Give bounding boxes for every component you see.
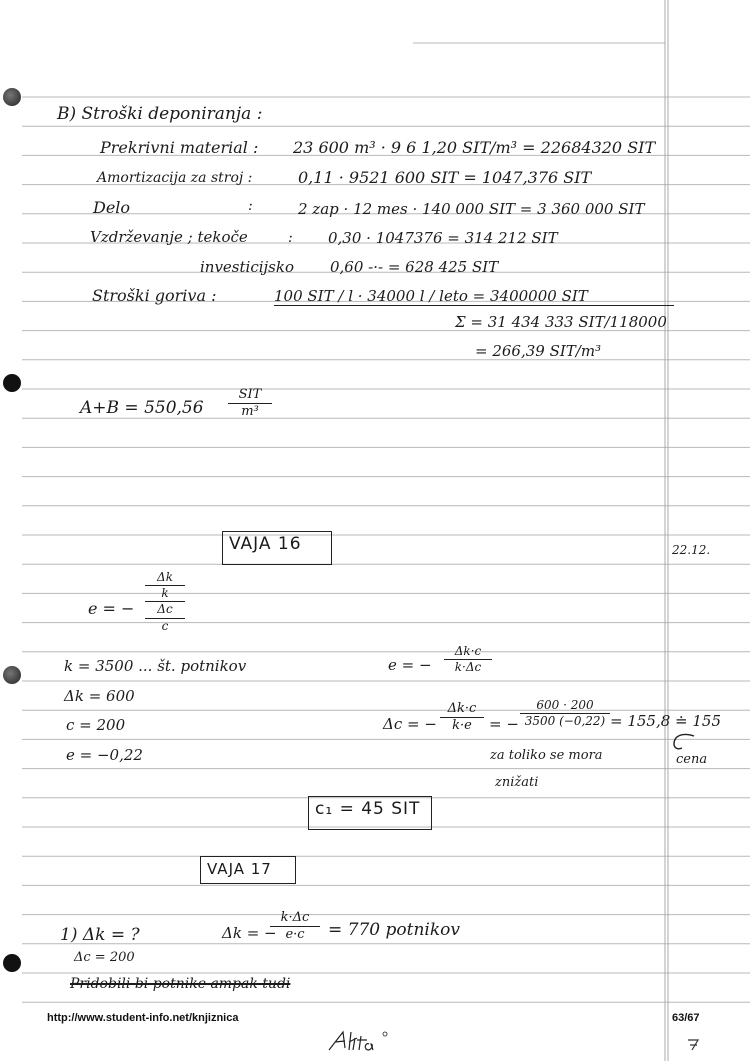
delta-c-eq: = −: [489, 715, 519, 733]
delta-c-denominator: k·e: [452, 718, 472, 734]
note-line-1: za toliko se mora: [490, 748, 603, 763]
corner-mark-icon: [686, 1036, 702, 1052]
elasticity-formula-fraction: [145, 571, 185, 633]
vaja-17-title: VAJA 17: [200, 856, 296, 884]
row-calc: 2 zap · 12 mes · 140 000 SIT = 3 360 000 SIT: [298, 200, 645, 218]
delta-c-numeric-fraction: [520, 699, 610, 728]
a-plus-b: A+B = 550,56: [80, 398, 204, 418]
vaja-17-formula-fraction: [270, 911, 320, 943]
note-side: cena: [676, 752, 708, 767]
vaja-17-result: = 770 potnikov: [328, 920, 460, 940]
date-note: 22.12.: [672, 543, 711, 557]
row-calc: 100 SIT / l · 34000 l / leto = 3400000 SIT: [274, 287, 588, 305]
vaja-16-answer: c₁ = 45 SIT: [308, 796, 432, 830]
vaja-17-numerator: k·Δc: [280, 910, 310, 925]
delta-c-numeric-numerator: 600 · 200: [536, 698, 594, 712]
given-e: e = −0,22: [66, 746, 143, 764]
sum-underline: [274, 305, 674, 306]
unit-denominator: m³: [241, 404, 259, 420]
formula-k: k: [161, 586, 169, 601]
row-colon: :: [248, 198, 253, 214]
vaja-17-formula-lhs: Δk = −: [222, 924, 277, 942]
given-k: k = 3500 ... št. potnikov: [64, 657, 247, 675]
formula-c: c: [161, 618, 169, 633]
punch-hole: [3, 374, 21, 392]
formula-delta-c: Δc: [157, 602, 173, 617]
rhs-formula-lhs: e = −: [388, 656, 432, 674]
formula-delta-k: Δk: [157, 570, 173, 584]
given-c: c = 200: [66, 716, 126, 734]
row-calc: 0,11 · 9521 600 SIT = 1047,376 SIT: [298, 168, 592, 187]
note-line-2: znižati: [495, 775, 539, 790]
row-calc: 0,30 · 1047376 = 314 212 SIT: [328, 229, 558, 247]
delta-c-result: = 155,8 ≐ 155: [610, 712, 722, 730]
section-b-heading: B) Stroški deponiranja :: [57, 104, 263, 124]
rhs-numerator: Δk·c: [454, 644, 482, 658]
footer-page-number: 63/67: [672, 1012, 700, 1024]
row-label: Prekrivni material :: [100, 138, 259, 157]
a-plus-b-unit: [228, 388, 272, 420]
punch-hole: [3, 88, 21, 106]
sum-per-m3: = 266,39 SIT/m³: [475, 342, 602, 360]
punch-hole: [3, 666, 21, 684]
delta-c-fraction: [440, 702, 484, 734]
punch-hole: [3, 954, 21, 972]
footer-url[interactable]: http://www.student-info.net/knjiznica: [47, 1012, 239, 1024]
row-label: Delo: [93, 198, 131, 217]
row-label: Stroški goriva :: [92, 286, 217, 305]
rhs-formula-fraction: [444, 645, 492, 674]
delta-c-numeric-denominator: 3500 (−0,22): [524, 714, 606, 729]
struck-note: Pridobili bi potnike ampak tudi: [70, 976, 291, 992]
rhs-denominator: k·Δc: [454, 660, 482, 675]
sum-total: Σ = 31 434 333 SIT/118000: [455, 313, 667, 331]
delta-c-lhs: Δc = −: [383, 715, 437, 733]
notebook-logo: [325, 1028, 395, 1054]
given-delta-k: Δk = 600: [64, 687, 135, 705]
row-label: Amortizacija za stroj :: [97, 170, 253, 186]
row-colon: :: [288, 230, 293, 246]
row-label: investicijsko: [200, 258, 294, 276]
vaja-17-denominator: e·c: [285, 927, 305, 943]
row-calc: 23 600 m³ · 9 6 1,20 SIT/m³ = 22684320 SIT: [293, 138, 656, 157]
row-label: Vzdrževanje ; tekoče: [90, 228, 248, 246]
unit-numerator: SIT: [238, 387, 262, 402]
row-calc: 0,60 -·- = 628 425 SIT: [330, 258, 499, 276]
elasticity-formula-lhs: e = −: [88, 599, 135, 618]
delta-c-numerator: Δk·c: [447, 701, 477, 716]
vaja-16-title: VAJA 16: [222, 531, 332, 565]
arrow-icon: [668, 730, 698, 752]
vaja-17-given: Δc = 200: [74, 950, 135, 965]
vaja-17-item: 1) Δk = ?: [60, 925, 140, 945]
